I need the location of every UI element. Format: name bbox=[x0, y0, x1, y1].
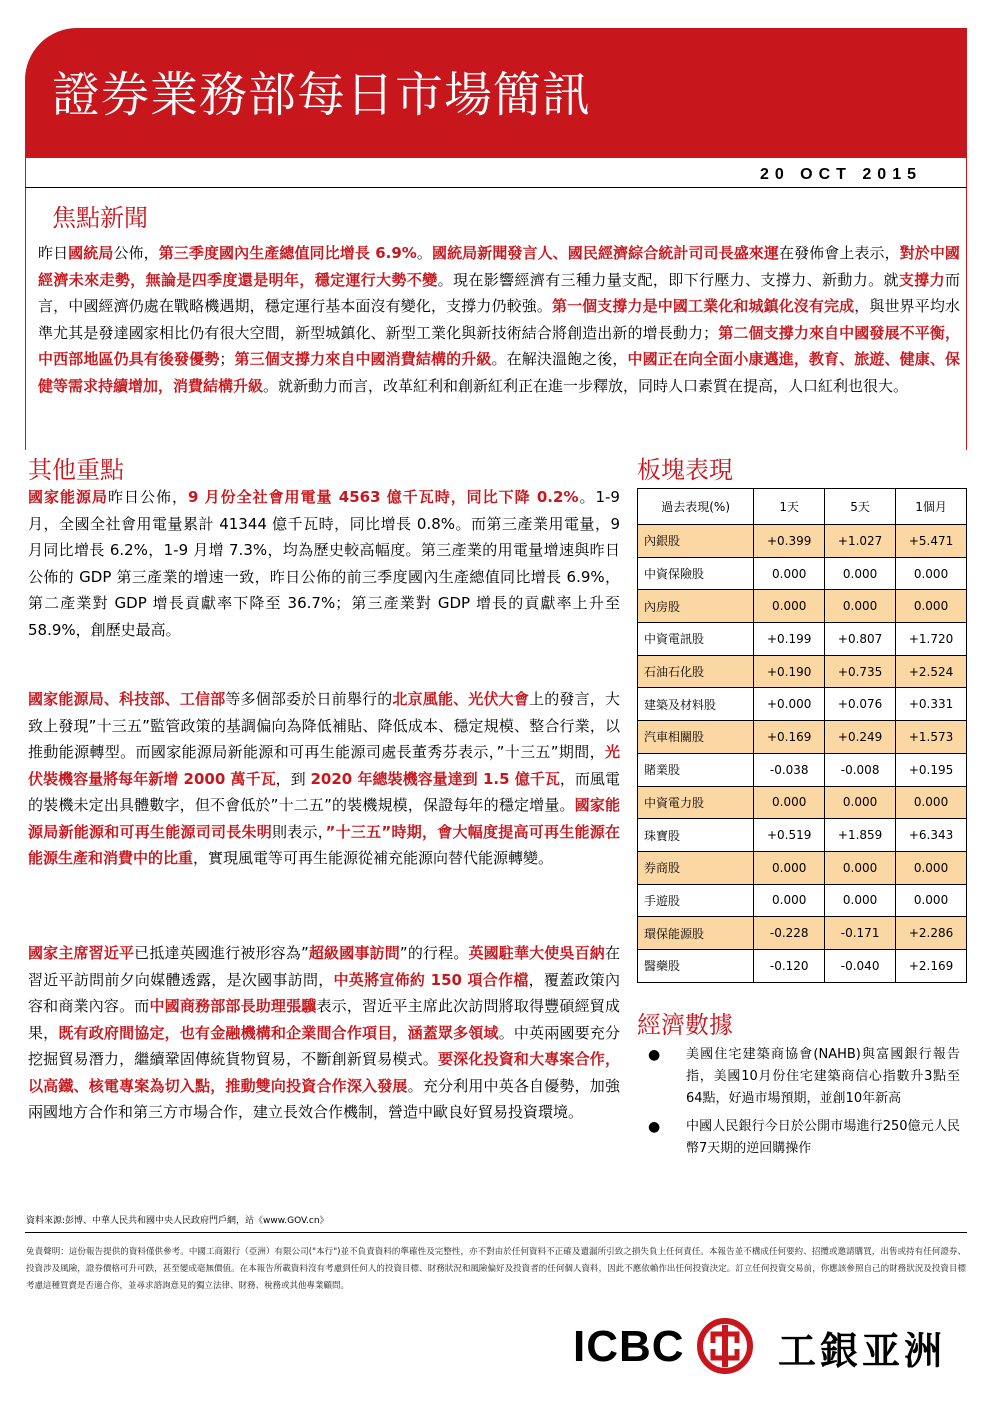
highlight-text: 國家主席習近平 bbox=[28, 944, 135, 962]
sector-name-cell: 汽車相關股 bbox=[638, 721, 754, 754]
highlight-text: 支撐力 bbox=[898, 270, 945, 289]
change-1d-cell: 0.000 bbox=[754, 590, 825, 623]
change-1m-cell: +0.331 bbox=[896, 688, 967, 721]
body-text: 。中英兩國要充分挖掘貿易潛力，繼續鞏固傳統貨物貿易，不斷創新貿易模式。 bbox=[28, 1023, 620, 1068]
body-text: ，到 bbox=[275, 769, 311, 788]
sector-name-cell: 中資電訊股 bbox=[638, 623, 754, 656]
frame-border-left bbox=[25, 150, 26, 450]
change-1m-cell: 0.000 bbox=[896, 786, 967, 819]
economic-item-text: 美國住宅建築商協會(NAHB)與富國銀行報告指，美國10月份住宅建築商信心指數升3點至64點，好過市場預期，並創10年新高 bbox=[686, 1047, 960, 1106]
change-1d-cell: 0.000 bbox=[754, 884, 825, 917]
body-text: ，而風電的裝機未定出具體數字，但不會低於”十二五”的裝機規模，保證每年的穩定增量。 bbox=[28, 769, 620, 814]
highlight-text: 國家能源局新能源和可再生能源司司長朱明 bbox=[28, 796, 620, 841]
change-1d-cell: -0.038 bbox=[754, 753, 825, 786]
change-1d-cell: +0.190 bbox=[754, 655, 825, 688]
table-row bbox=[638, 819, 967, 852]
highlight-text: ”十三五”時期，會大幅度提高可再生能源在能源生產和消費中的比重 bbox=[28, 822, 620, 867]
change-1d-cell: +0.399 bbox=[754, 525, 825, 558]
table-row bbox=[638, 557, 967, 590]
change-5d-cell: 0.000 bbox=[825, 590, 896, 623]
body-text: ，與世界平均水準尤其是發達國家相比仍有很大空間，新型城鎮化、新型工業化與新技術結合將創造出新的增長動力； bbox=[38, 297, 960, 342]
change-1d-cell: +0.199 bbox=[754, 623, 825, 656]
sector-name-cell: 手遊股 bbox=[638, 884, 754, 917]
change-5d-cell: +1.027 bbox=[825, 525, 896, 558]
table-row bbox=[638, 721, 967, 754]
table-row bbox=[638, 688, 967, 721]
body-text: ”的行程。 bbox=[399, 944, 469, 962]
frame-border-right bbox=[966, 150, 967, 450]
sector-table-body bbox=[638, 525, 967, 983]
highlight-text: 第三個支撐力來自中國消費結構的升級 bbox=[234, 350, 492, 368]
body-text: 上的發言，大致上發現”十三五”監管政策的基調偏向為降低補貼、降低成本、穩定規模、整合行業，以推動能源轉型。而國家能源局新能源和可再生能源司處長董秀芬表示，”十三五”期間， bbox=[28, 690, 620, 761]
table-row bbox=[638, 851, 967, 884]
body-text: 。在解決溫飽之後， bbox=[491, 350, 628, 368]
change-5d-cell: -0.008 bbox=[825, 753, 896, 786]
table-row bbox=[638, 786, 967, 819]
sector-name-cell: 醫藥股 bbox=[638, 949, 754, 982]
table-row bbox=[638, 884, 967, 917]
highlight-text: 中英將宣佈約 150 項合作檔 bbox=[333, 970, 529, 989]
focus-news-paragraph bbox=[38, 240, 960, 399]
column-header-5d: 5天 bbox=[825, 489, 896, 525]
table-row bbox=[638, 753, 967, 786]
highlight-text: 超級國事訪問 bbox=[308, 944, 400, 962]
body-text: 昨日公佈， bbox=[107, 488, 188, 506]
body-text: 在發佈會上表示， bbox=[778, 244, 900, 262]
economic-data-list bbox=[648, 1044, 960, 1166]
icbc-logo-text: ICBC bbox=[573, 1322, 685, 1371]
footer-divider bbox=[25, 1232, 967, 1233]
highlight-text: 第一個支撐力是中國工業化和城鎮化沒有完成 bbox=[551, 297, 855, 315]
highlight-paragraph-energy bbox=[28, 686, 620, 872]
change-5d-cell: 0.000 bbox=[825, 884, 896, 917]
change-1m-cell: +1.720 bbox=[896, 623, 967, 656]
list-item bbox=[648, 1044, 960, 1110]
highlight-paragraph-power bbox=[28, 484, 620, 643]
body-text: 等多個部委於日前舉行的 bbox=[225, 690, 393, 708]
body-text: 而言，中國經濟仍處在戰略機遇期，穩定運行基本面沒有變化，支撐力仍較強。 bbox=[38, 270, 960, 315]
body-text: 。就新動力而言，改革紅利和創新紅利正在進一步釋放，同時人口素質在提高，人口紅利也很大。 bbox=[263, 376, 909, 395]
sector-name-cell: 賭業股 bbox=[638, 753, 754, 786]
change-1m-cell: +5.471 bbox=[896, 525, 967, 558]
sector-name-cell: 券商股 bbox=[638, 851, 754, 884]
body-text: 在習近平訪問前夕向媒體透露，是次國事訪問， bbox=[28, 944, 620, 989]
change-1m-cell: 0.000 bbox=[896, 851, 967, 884]
change-5d-cell: 0.000 bbox=[825, 786, 896, 819]
highlight-text: 第二個支撐力來自中國發展不平衡，中西部地區仍具有後發優勢 bbox=[38, 323, 960, 368]
table-row bbox=[638, 655, 967, 688]
highlight-text: 對於中國經濟未來走勢，無論是四季度還是明年，穩定運行大勢不變 bbox=[38, 244, 960, 289]
report-date: 20 OCT 2015 bbox=[759, 166, 922, 183]
body-text: 。現在影響經濟有三種力量支配，即下行壓力、支撐力、新動力。就 bbox=[437, 270, 899, 289]
focus-news-heading: 焦點新聞 bbox=[52, 204, 148, 232]
change-1m-cell: +2.286 bbox=[896, 917, 967, 950]
economic-item-text: 中國人民銀行今日於公開市場進行250億元人民幣7天期的逆回購操作 bbox=[686, 1119, 960, 1156]
highlight-text: 北京風能、光伏大會 bbox=[392, 690, 530, 708]
highlight-text: 國家能源局、科技部、工信部 bbox=[28, 690, 226, 708]
change-1d-cell: +0.519 bbox=[754, 819, 825, 852]
body-text: ，覆蓋政策內容和商業內容。而 bbox=[28, 970, 620, 1015]
highlight-text: 英國駐華大使吳百納 bbox=[468, 944, 605, 962]
sector-name-cell: 內房股 bbox=[638, 590, 754, 623]
change-1d-cell: 0.000 bbox=[754, 851, 825, 884]
column-header-period: 過去表現(%) bbox=[638, 489, 754, 525]
body-text: 昨日 bbox=[38, 244, 69, 262]
change-5d-cell: +0.807 bbox=[825, 623, 896, 656]
highlight-text: 要深化投資和大專案合作，以高鐵、核電專案為切入點，推動雙向投資合作深入發展 bbox=[28, 1050, 620, 1095]
sector-performance-table bbox=[637, 488, 967, 983]
disclaimer-text: 免責聲明：這份報告提供的資料僅供參考。中國工商銀行（亞洲）有限公司("本行")並不負責資料的準確性及完整性，亦不對由於任何資料不正確及遺漏所引致之損失負上任何責任。本報告並不構成任何要約、招攬或邀請購買，出售或持有任何證券、投資涉及風險，證券價格可升可跌，甚至變成毫無價值。在本報告所載資料沒有考慮到任何人的投資目標、財務狀況和風險偏好及投資者的任何個人資料，因此不應依賴作出任何投資決定。訂立任何投資交易前，你應該參照自己的財務狀況及投資目標考慮這種買賣是否適合你，並尋求諮詢意見的獨立法律、財務、稅務或其他專業顧問。 bbox=[26, 1247, 966, 1291]
body-text: 。 bbox=[416, 244, 432, 262]
highlight-text: 9 月份全社會用電量 4563 億千瓦時，同比下降 0.2% bbox=[187, 488, 579, 506]
change-5d-cell: -0.040 bbox=[825, 949, 896, 982]
body-text: 已抵達英國進行被形容為” bbox=[134, 944, 309, 962]
body-text: 表示，習近平主席此次訪問將取得豐碩經貿成果， bbox=[28, 997, 620, 1042]
change-5d-cell: -0.171 bbox=[825, 917, 896, 950]
body-text: ； bbox=[219, 350, 235, 368]
table-row bbox=[638, 623, 967, 656]
other-highlights-heading: 其他重點 bbox=[28, 456, 124, 484]
sector-name-cell: 中資保險股 bbox=[638, 557, 754, 590]
body-text: 。充分利用中英各自優勢，加強兩國地方合作和第三方市場合作，建立長效合作機制，營造中歐良好貿易投資環境。 bbox=[28, 1076, 620, 1121]
icbc-seal-icon bbox=[696, 1317, 754, 1375]
table-row bbox=[638, 917, 967, 950]
change-1m-cell: 0.000 bbox=[896, 557, 967, 590]
change-5d-cell: +0.249 bbox=[825, 721, 896, 754]
change-1d-cell: 0.000 bbox=[754, 786, 825, 819]
bullet-icon: ● bbox=[648, 1119, 661, 1135]
page-title: 證券業務部每日市場簡訊 bbox=[52, 67, 592, 123]
highlight-text: 中國正在向全面小康邁進，教育、旅遊、健康、保健等需求持續增加，消費結構升級 bbox=[38, 350, 960, 395]
change-1m-cell: 0.000 bbox=[896, 590, 967, 623]
change-1d-cell: -0.120 bbox=[754, 949, 825, 982]
change-5d-cell: +1.859 bbox=[825, 819, 896, 852]
economic-data-heading: 經濟數據 bbox=[637, 1011, 733, 1039]
change-1d-cell: +0.000 bbox=[754, 688, 825, 721]
table-header-row bbox=[638, 489, 967, 525]
table-row bbox=[638, 525, 967, 558]
sector-name-cell: 環保能源股 bbox=[638, 917, 754, 950]
change-5d-cell: 0.000 bbox=[825, 851, 896, 884]
body-text: 則表示， bbox=[272, 822, 326, 841]
highlight-text: 第三季度國內生產總值同比增長 6.9% bbox=[158, 244, 417, 262]
change-1m-cell: +1.573 bbox=[896, 721, 967, 754]
list-item bbox=[648, 1116, 960, 1160]
body-text: 公佈， bbox=[113, 244, 159, 262]
change-5d-cell: 0.000 bbox=[825, 557, 896, 590]
highlight-text: 既有政府間協定，也有金融機構和企業間合作項目，涵蓋眾多領域 bbox=[58, 1023, 499, 1042]
highlight-paragraph-uk-visit bbox=[28, 940, 620, 1126]
sector-name-cell: 建築及材料股 bbox=[638, 688, 754, 721]
sector-name-cell: 內銀股 bbox=[638, 525, 754, 558]
change-1d-cell: 0.000 bbox=[754, 557, 825, 590]
column-header-1d: 1天 bbox=[754, 489, 825, 525]
change-1m-cell: +2.524 bbox=[896, 655, 967, 688]
change-1m-cell: +6.343 bbox=[896, 819, 967, 852]
highlight-text: 國統局 bbox=[68, 244, 114, 262]
change-5d-cell: +0.735 bbox=[825, 655, 896, 688]
bullet-icon: ● bbox=[648, 1047, 661, 1063]
body-text: ，實現風電等可再生能源從補充能源向替代能源轉變。 bbox=[193, 849, 554, 867]
highlight-text: 國統局新聞發言人、國民經濟綜合統計司司長盛來運 bbox=[432, 244, 779, 262]
change-5d-cell: +0.076 bbox=[825, 688, 896, 721]
change-1m-cell: +0.195 bbox=[896, 753, 967, 786]
table-row bbox=[638, 590, 967, 623]
table-row bbox=[638, 949, 967, 982]
change-1m-cell: 0.000 bbox=[896, 884, 967, 917]
data-source-note: 資料來源:彭博、中華人民共和國中央人民政府門戶網，站《www.GOV.cn》 bbox=[26, 1216, 329, 1226]
column-header-1m: 1個月 bbox=[896, 489, 967, 525]
date-divider bbox=[25, 187, 967, 188]
change-1d-cell: +0.169 bbox=[754, 721, 825, 754]
highlight-text: 2020 年總裝機容量達到 1.5 億千瓦 bbox=[310, 769, 560, 788]
sector-name-cell: 石油石化股 bbox=[638, 655, 754, 688]
highlight-text: 光伏裝機容量將每年新增 2000 萬千瓦 bbox=[28, 743, 620, 788]
change-1m-cell: +2.169 bbox=[896, 949, 967, 982]
sector-name-cell: 珠寶股 bbox=[638, 819, 754, 852]
body-text: 。1-9 月，全國全社會用電量累計 41344 億千瓦時，同比增長 0.8%。而第三產業用電量，9 月同比增長 6.2%，1-9 月增 7.3%，均為歷史較高幅度。第三產業的用電量增速與昨日公佈的 GDP 第三產業的增速一致，昨日公佈的前三季度國內生產總值同比增長 6.9%，第二產業對 GDP 增長貢獻率下降至 36.7%；第三產業對 GDP 增長的貢獻率上升至 58.9%，創歷史最高。 bbox=[28, 488, 620, 639]
highlight-text: 中國商務部部長助理張驥 bbox=[149, 997, 317, 1015]
sector-name-cell: 中資電力股 bbox=[638, 786, 754, 819]
change-1d-cell: -0.228 bbox=[754, 917, 825, 950]
sector-performance-heading: 板塊表現 bbox=[637, 456, 733, 484]
icbc-asia-logo-text: 工銀亚洲 bbox=[778, 1329, 947, 1373]
highlight-text: 國家能源局 bbox=[28, 488, 108, 506]
